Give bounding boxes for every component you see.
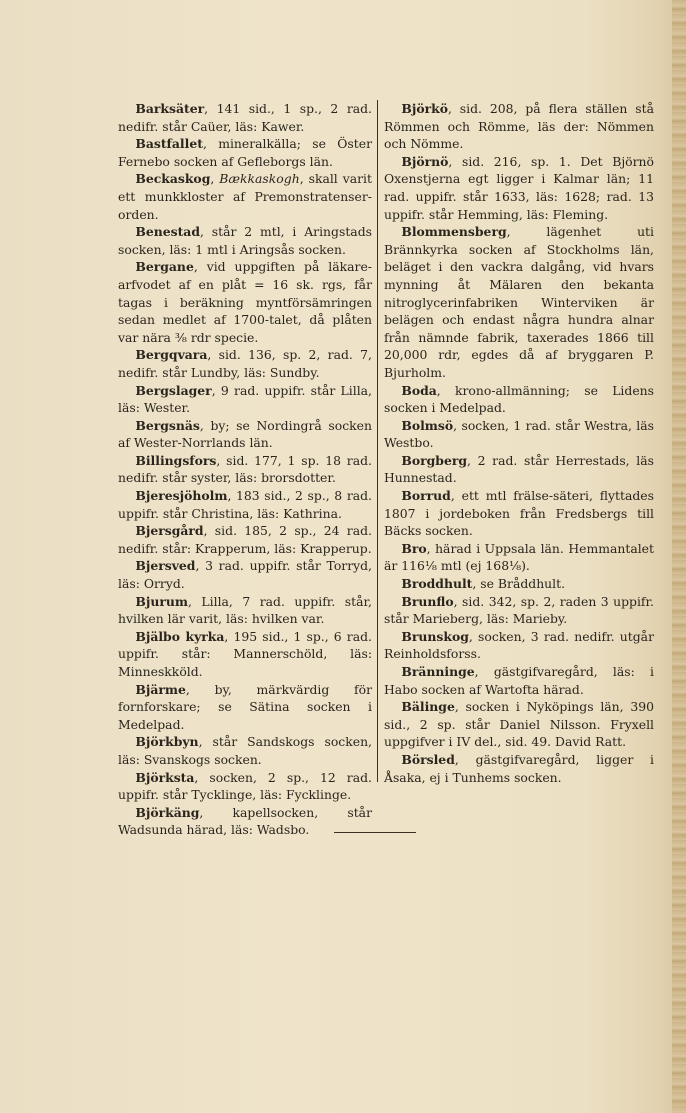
entry-text: , socken i Nyköpings län, 390 sid., 2 sp. står Daniel Nilsson. Fryxell uppgifver i IV del., sid. 49. David Ratt. bbox=[384, 699, 654, 750]
entry bbox=[118, 135, 372, 170]
closing-rule bbox=[334, 832, 416, 833]
entry-headword: Brunflo bbox=[401, 593, 454, 609]
entry-text: , lägenhet uti Brännkyrka socken af Stockholms län, beläget i den vackra dalgång, vid hvars mynning åt Mälaren den bekanta nitroglycerinfabriken Winterviken är belägen och endast några hundra alnar från nämnde fabrik, taxerades 1866 till 20,000 rdr, egdes då af bryggaren P. Bjurholm. bbox=[384, 224, 654, 380]
entry-text: , 183 sid., 2 sp., 8 rad. uppifr. står Christina, läs: Kathrina. bbox=[118, 488, 372, 521]
entry bbox=[118, 417, 372, 452]
entry bbox=[118, 452, 372, 487]
entry bbox=[118, 733, 372, 768]
entry-headword: Björkö bbox=[401, 101, 448, 116]
right-column bbox=[384, 100, 654, 786]
entry-headword: Brunskog bbox=[401, 628, 469, 644]
entry bbox=[384, 628, 654, 663]
entry-text: , 3 rad. uppifr. står Torryd, läs: Orryd. bbox=[118, 558, 372, 592]
entry-text: , 9 rad. uppifr. står Lilla, läs: Wester. bbox=[118, 382, 372, 416]
entry bbox=[384, 575, 654, 593]
entry-text: , står 2 mtl, i Aringstads socken, läs: 1 mtl i Aringsås socken. bbox=[118, 224, 372, 257]
entry-headword: Björksta bbox=[135, 769, 195, 785]
left-column bbox=[118, 100, 372, 839]
entry-text: , by; se Nordingrå socken af Wester-Norrlands län. bbox=[118, 417, 372, 451]
entry-headword: Björnö bbox=[401, 153, 449, 169]
entry bbox=[118, 346, 372, 381]
entry-text: , sid. 216, sp. 1. Det Björnö Oxenstjerna egt ligger i Kalmar län; 11 rad. uppifr. står 1633, läs: 1628; rad. 13 uppifr. står Hemming, läs: Fleming. bbox=[384, 153, 654, 222]
entry bbox=[384, 382, 654, 417]
entry-text: , socken, 3 rad. nedifr. utgår Reinholdsforss. bbox=[384, 628, 654, 662]
entry-text: , skall varit ett munkkloster af Premonstratenser-orden. bbox=[118, 171, 372, 222]
page-edge bbox=[672, 0, 686, 1113]
entry-headword: Bro bbox=[401, 540, 427, 556]
entry bbox=[384, 487, 654, 540]
entry bbox=[118, 804, 372, 839]
entry-text: , sid. 208, på flera ställen stå Römmen och Römme, läs der: Nömmen och Nömme. bbox=[384, 101, 654, 152]
entry-text: , 195 sid., 1 sp., 6 rad. uppifr. står: Mannerschöld, läs: Minneskköld. bbox=[118, 628, 372, 679]
entry-text: , ett mtl frälse-säteri, flyttades 1807 i jordeboken från Fredsbergs till Bäcks socken. bbox=[384, 488, 654, 539]
entry bbox=[384, 100, 654, 153]
entry-text: , står Sandskogs socken, läs: Svanskogs socken. bbox=[118, 734, 372, 767]
entry-text: , sid. 136, sp. 2, rad. 7, nedifr. står Lundby, läs: Sundby. bbox=[118, 347, 372, 380]
entry-italic-text: Bækkaskogh bbox=[219, 171, 300, 187]
entry-headword: Börsled bbox=[401, 751, 455, 767]
entry-headword: Bjälbo kyrka bbox=[135, 628, 225, 644]
entry-headword: Bjersgård bbox=[135, 523, 204, 539]
entry-headword: Borgberg bbox=[401, 452, 468, 468]
entry bbox=[384, 153, 654, 223]
entry-headword: Bälinge bbox=[401, 699, 455, 715]
entry-headword: Broddhult bbox=[401, 576, 473, 592]
entry bbox=[384, 223, 654, 381]
entry-text: , kapellsocken, står Wadsunda härad, läs: Wadsbo. bbox=[118, 804, 372, 838]
entry-text: , gästgifvaregård, läs: i Habo socken af Wartofta härad. bbox=[384, 664, 654, 697]
entry-text: , krono-allmänning; se Lidens socken i Medelpad. bbox=[384, 382, 654, 416]
entry-text: , se Bråddhult. bbox=[472, 576, 566, 592]
entry-headword: Bolmsö bbox=[401, 417, 454, 433]
entry-text: , mineralkälla; se Öster Fernebo socken af Gefleborgs län. bbox=[118, 136, 372, 169]
entry bbox=[118, 522, 372, 557]
entry-text: , sid. 342, sp. 2, raden 3 uppifr. står Marieberg, läs: Marieby. bbox=[384, 593, 654, 627]
entry bbox=[118, 258, 372, 346]
entry bbox=[384, 663, 654, 698]
entry-headword: Bastfallet bbox=[135, 136, 203, 152]
entry-text: , by, märkvärdig för fornforskare; se Sätina socken i Medelpad. bbox=[118, 681, 372, 732]
entry bbox=[118, 487, 372, 522]
entry-headword: Borrud bbox=[401, 488, 451, 504]
column-divider bbox=[377, 100, 378, 782]
entry bbox=[118, 223, 372, 258]
entry-headword: Boda bbox=[401, 382, 437, 398]
entry-headword: Bergane bbox=[135, 259, 194, 275]
entry-headword: Bjeresjöholm bbox=[135, 488, 228, 504]
entry-headword: Beckaskog bbox=[135, 171, 211, 187]
entry bbox=[118, 593, 372, 628]
entry-headword: Bergqvara bbox=[135, 347, 208, 363]
entry-text: , 2 rad. står Herrestads, läs Hunnestad. bbox=[384, 452, 654, 486]
entry-headword: Bjurum bbox=[135, 593, 188, 609]
entry bbox=[384, 452, 654, 487]
entry-text: , härad i Uppsala län. Hemmantalet är 116⅛ mtl (ej 168⅛). bbox=[384, 540, 654, 574]
entry-headword: Barksäter bbox=[135, 101, 205, 116]
entry bbox=[118, 681, 372, 734]
entry-headword: Bränninge bbox=[401, 664, 475, 679]
entry bbox=[384, 698, 654, 751]
entry-headword: Bjersved bbox=[135, 558, 196, 574]
entry bbox=[384, 417, 654, 452]
entry-headword: Björkäng bbox=[135, 804, 200, 820]
entry-headword: Billingsfors bbox=[135, 452, 217, 468]
entry-text: , socken, 1 rad. står Westra, läs Westbo. bbox=[384, 417, 654, 451]
entry-text: , sid. 177, 1 sp. 18 rad. nedifr. står syster, läs: brorsdotter. bbox=[118, 452, 372, 486]
entry-text: , gästgifvaregård, ligger i Åsaka, ej i Tunhems socken. bbox=[384, 751, 654, 785]
entry-headword: Bergsnäs bbox=[135, 417, 200, 433]
entry-text: , 141 sid., 1 sp., 2 rad. nedifr. står Caüer, läs: Kawer. bbox=[118, 101, 372, 134]
entry-text: , vid uppgiften på läkare-arfvodet af en plåt = 16 sk. rgs, får tagas i beräkning myntförsämringen sedan medlet af 1700-talet, då plåten var nära ⅜ rdr specie. bbox=[118, 259, 372, 345]
entry bbox=[118, 170, 372, 223]
entry-headword: Bergslager bbox=[135, 382, 212, 398]
entry bbox=[118, 557, 372, 592]
entry-headword: Bjärme bbox=[135, 681, 186, 697]
entry-text: , sid. 185, 2 sp., 24 rad. nedifr. står: Krapperum, läs: Krapperup. bbox=[118, 523, 372, 556]
entry-headword: Blommensberg bbox=[401, 224, 507, 240]
entry bbox=[384, 593, 654, 628]
entry bbox=[118, 769, 372, 804]
entry-headword: Benestad bbox=[135, 224, 200, 240]
entry bbox=[118, 628, 372, 681]
entry-text: , socken, 2 sp., 12 rad. uppifr. står Tycklinge, läs: Fycklinge. bbox=[118, 769, 372, 803]
entry bbox=[384, 751, 654, 786]
entry bbox=[118, 100, 372, 135]
entry-text: , Lilla, 7 rad. uppifr. står, hvilken lär varit, läs: hvilken var. bbox=[118, 593, 372, 627]
entry bbox=[384, 540, 654, 575]
entry-headword: Björkbyn bbox=[135, 734, 199, 750]
entry-text: , bbox=[210, 171, 220, 187]
entry bbox=[118, 382, 372, 417]
